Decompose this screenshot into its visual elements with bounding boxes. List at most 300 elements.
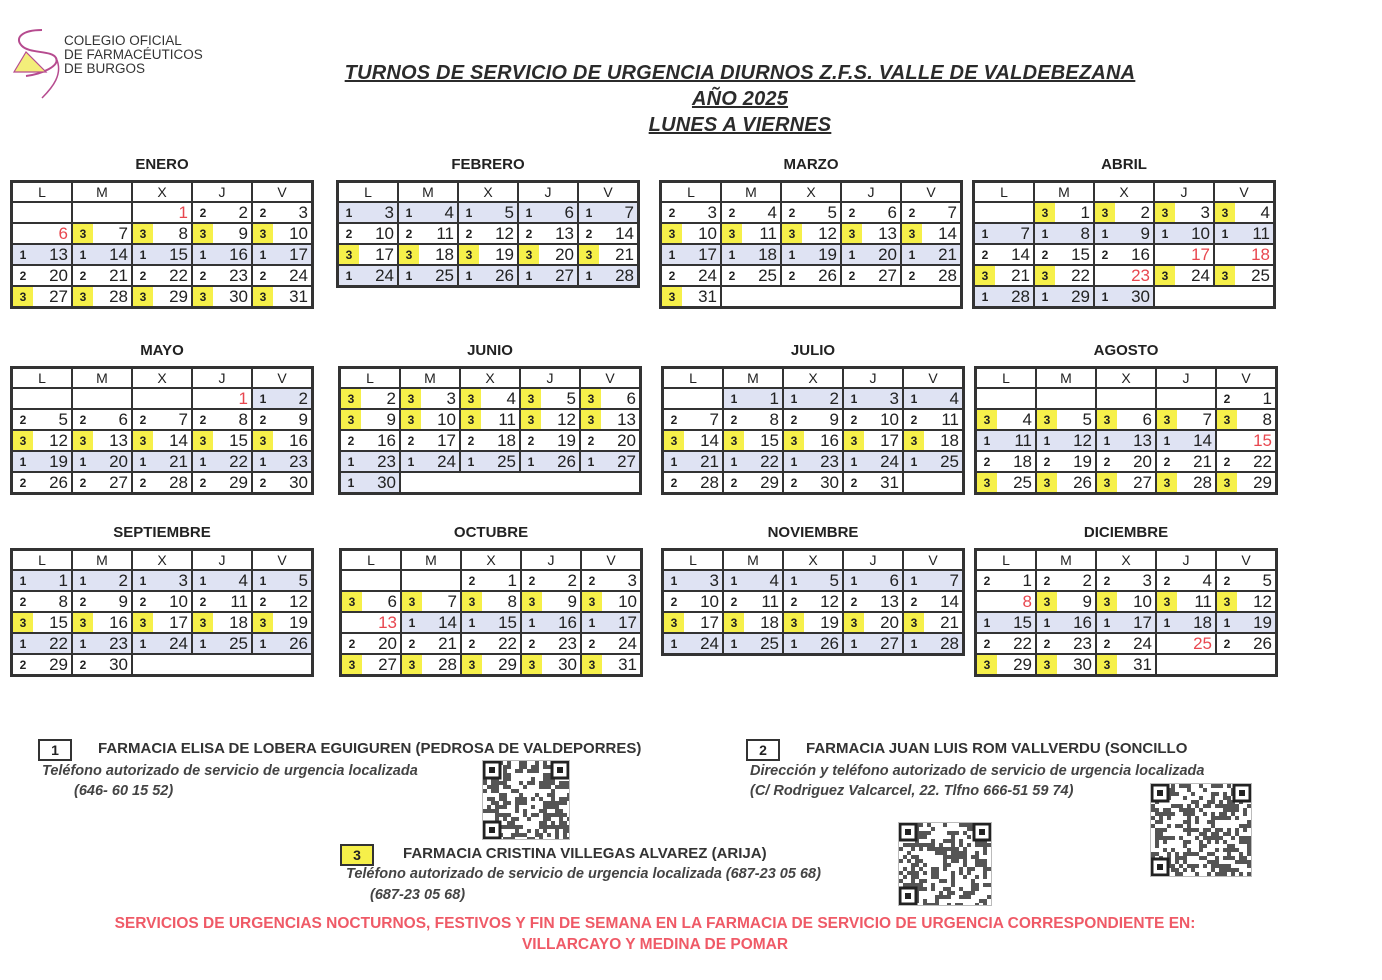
day-cell: [520, 451, 580, 472]
day-number: 3: [298, 202, 308, 222]
pharmacy-group-number: 2: [525, 226, 533, 241]
pharmacy-group-number: 1: [790, 454, 798, 469]
pharmacy-group-number: 3: [844, 431, 864, 450]
day-cell: [132, 409, 192, 430]
day-cell: [341, 633, 402, 654]
pharmacy-group-number: 2: [19, 412, 27, 427]
day-cell: [192, 202, 252, 223]
day-number: 2: [118, 570, 128, 590]
day-number: 4: [767, 202, 777, 222]
weekday-header: V: [578, 182, 639, 203]
pharmacy-group-number: 3: [784, 431, 804, 450]
day-cell: [1154, 244, 1214, 265]
pharmacy-group-number: 3: [253, 224, 273, 243]
weekday-header: J: [192, 550, 252, 571]
day-cell: [12, 591, 73, 612]
day-number: 10: [375, 223, 394, 243]
day-number: 4: [506, 388, 516, 408]
day-cell: [521, 633, 581, 654]
blank-cell: [1154, 286, 1214, 308]
pharmacy-group-number: 3: [13, 287, 33, 306]
day-number: 24: [1133, 633, 1152, 653]
pharmacy-group-number: 1: [588, 615, 596, 630]
day-cell: [72, 286, 132, 308]
pharmacy-group-number: 2: [1101, 247, 1109, 262]
day-number: 28: [1011, 286, 1030, 306]
day-number: 22: [49, 633, 68, 653]
day-cell: [341, 612, 402, 633]
pharmacy-group-number: 1: [790, 573, 798, 588]
month-name: ABRIL: [1101, 156, 1147, 173]
day-cell: [1094, 202, 1154, 223]
qr-code-2-icon[interactable]: [1150, 783, 1252, 877]
day-cell: [521, 654, 581, 676]
qr-code-1-icon[interactable]: [482, 760, 570, 840]
day-number: 15: [169, 244, 188, 264]
pharmacy-group-number: 1: [259, 391, 267, 406]
pharmacy-group-number: 1: [1221, 226, 1229, 241]
pharmacy-group-number: 2: [983, 573, 991, 588]
day-number: 8: [1262, 409, 1272, 429]
day-number: 4: [1260, 202, 1270, 222]
pharmacy-group-number: 1: [1041, 289, 1049, 304]
day-number: 28: [940, 633, 959, 653]
day-cell: [1036, 409, 1096, 430]
day-number: 25: [940, 451, 959, 471]
day-cell: [400, 409, 460, 430]
day-number: 12: [49, 430, 68, 450]
pharmacy-group-number: 3: [399, 245, 419, 264]
day-cell: [518, 223, 578, 244]
pharmacy-group-number: 1: [585, 268, 593, 283]
pharmacy-group-number: 1: [465, 205, 473, 220]
pharmacy-group-number: 1: [730, 391, 738, 406]
day-cell: [518, 265, 578, 287]
day-cell: [903, 388, 964, 409]
day-cell: [723, 633, 783, 655]
footer-line-2: VILLARCAYO Y MEDINA DE POMAR: [521, 936, 789, 953]
day-number: 3: [1142, 570, 1152, 590]
pharmacy-group-number: 2: [405, 226, 413, 241]
pharmacy-group-number: 2: [850, 594, 858, 609]
day-cell: [458, 265, 518, 287]
day-number: 25: [1013, 472, 1032, 492]
day-cell: [723, 409, 783, 430]
day-number: 3: [709, 570, 719, 590]
day-cell: [521, 570, 581, 591]
day-cell: [461, 612, 521, 633]
pharmacy-group-number: 3: [1097, 410, 1117, 429]
pharmacy-group-number: 3: [73, 431, 93, 450]
day-number: 30: [377, 472, 396, 492]
pharmacy-group-number: 2: [468, 636, 476, 651]
day-number: 19: [1073, 451, 1092, 471]
pharmacy-group-number: 2: [588, 573, 596, 588]
day-cell: [1034, 202, 1094, 223]
weekday-header: V: [252, 550, 313, 571]
pharmacy-group-number: 2: [79, 594, 87, 609]
day-cell: [401, 633, 461, 654]
pharmacy-group-number: 3: [133, 224, 153, 243]
pharmacy-group-number: 3: [402, 592, 422, 611]
pharmacy-group-number: 1: [347, 475, 355, 490]
day-number: 25: [1251, 265, 1270, 285]
pharmacy-group-number: 1: [407, 454, 415, 469]
pharmacy-group-number: 2: [668, 268, 676, 283]
day-cell: [458, 223, 518, 244]
pharmacy-group-number: 3: [253, 613, 273, 632]
logo-line-1: COLEGIO OFICIAL: [64, 33, 182, 48]
day-cell: [340, 472, 401, 494]
day-cell: [132, 591, 192, 612]
day-number: 14: [1193, 430, 1212, 450]
day-number: 25: [758, 265, 777, 285]
pharmacy-group-number: 1: [79, 636, 87, 651]
pharmacy-group-number: 3: [341, 389, 361, 408]
day-cell: [723, 388, 783, 409]
day-number: 31: [1133, 654, 1152, 674]
weekday-header: M: [723, 368, 783, 389]
day-cell: [974, 244, 1035, 265]
pharmacy-group-number: 1: [259, 247, 267, 262]
pharmacy-group-number: 1: [1041, 226, 1049, 241]
day-cell: [1036, 570, 1096, 591]
day-cell: [461, 633, 521, 654]
blank-cell: [192, 654, 252, 676]
blank-cell: [400, 472, 460, 494]
day-cell: [843, 612, 903, 633]
day-number: 2: [1082, 570, 1092, 590]
day-cell: [252, 472, 313, 494]
pharmacy-group-number: 3: [459, 245, 479, 264]
day-cell: [132, 244, 192, 265]
day-cell: [783, 612, 843, 633]
weekday-header: M: [1036, 550, 1096, 571]
pharmacy-group-number: 3: [402, 655, 422, 674]
day-cell: [460, 430, 520, 451]
pharmacy-group-number: 2: [588, 636, 596, 651]
weekday-header: J: [192, 182, 252, 203]
day-cell: [1154, 265, 1214, 286]
day-cell: [520, 409, 580, 430]
day-number: 18: [758, 244, 777, 264]
pharmacy-group-number: 3: [462, 592, 482, 611]
day-cell: [1034, 265, 1094, 286]
day-cell: [901, 202, 962, 223]
day-number: 22: [1071, 265, 1090, 285]
day-number: 28: [169, 472, 188, 492]
qr-code-3-icon[interactable]: [898, 822, 992, 906]
month-agosto: [974, 342, 1278, 495]
pharmacy-group-number: 2: [199, 475, 207, 490]
pharmacy-group-number: 1: [981, 289, 989, 304]
day-number: 22: [498, 633, 517, 653]
weekday-header: V: [252, 368, 313, 389]
weekday-header: J: [1156, 550, 1216, 571]
day-cell: [661, 223, 722, 244]
day-cell: [1216, 388, 1277, 409]
pharmacy-group-number: 2: [910, 594, 918, 609]
day-cell: [903, 430, 964, 451]
day-number: 26: [495, 265, 514, 285]
day-number: 27: [378, 654, 397, 674]
pharmacy-group-number: 3: [519, 245, 539, 264]
pharmacy-group-number: 2: [788, 205, 796, 220]
pharmacy-group-number: 1: [730, 636, 738, 651]
pharmacy-group-number: 2: [585, 226, 593, 241]
pharmacy-group-number: 3: [844, 613, 864, 632]
weekday-header: L: [341, 550, 402, 571]
pharmacy-group-number: 2: [79, 412, 87, 427]
day-number: 21: [700, 451, 719, 471]
day-number: 31: [618, 654, 637, 674]
weekday-header: X: [1096, 368, 1156, 389]
pharmacy-group-number: 3: [1095, 203, 1115, 222]
day-number: 11: [941, 409, 959, 429]
day-number: 19: [557, 430, 576, 450]
month-diciembre: [974, 524, 1278, 677]
weekday-header: X: [781, 182, 841, 203]
day-number: 21: [1193, 451, 1212, 471]
pharmacy-group-number: 2: [528, 573, 536, 588]
pharmacy-group-number: 2: [348, 636, 356, 651]
day-cell: [252, 202, 313, 223]
day-cell: [1096, 591, 1156, 612]
day-cell: [901, 244, 962, 265]
month-name: NOVIEMBRE: [767, 524, 859, 541]
pharmacy-group-number: 1: [730, 454, 738, 469]
pharmacy-group-number: 2: [983, 454, 991, 469]
page-subtitle: LUNES A VIERNES: [648, 114, 832, 136]
day-cell: [72, 451, 132, 472]
day-number: 12: [818, 223, 837, 243]
pharmacy-group-number: 1: [79, 454, 87, 469]
day-cell: [192, 570, 252, 591]
day-number: 22: [229, 451, 248, 471]
day-number: 23: [109, 633, 128, 653]
day-number: 28: [438, 654, 457, 674]
month-name: FEBRERO: [451, 156, 525, 173]
pharmacy-group-number: 3: [521, 389, 541, 408]
holiday-day-number: 1: [238, 388, 248, 408]
month-table: [661, 548, 965, 656]
day-cell: [252, 244, 313, 265]
day-cell: [903, 451, 964, 472]
day-number: 22: [1253, 451, 1272, 471]
day-cell: [338, 202, 399, 223]
day-cell: [976, 591, 1037, 612]
pharmacy-group-number: 3: [73, 613, 93, 632]
month-table: [10, 180, 314, 309]
day-number: 10: [289, 223, 308, 243]
day-cell: [12, 451, 73, 472]
day-number: 9: [829, 409, 839, 429]
day-number: 7: [709, 409, 719, 429]
pharmacy-group-number: 1: [1163, 433, 1171, 448]
pharmacy-group-number: 2: [199, 594, 207, 609]
pharmacy-group-number: 1: [468, 615, 476, 630]
day-cell: [1036, 633, 1096, 654]
weekday-header: M: [721, 182, 781, 203]
day-number: 14: [615, 223, 634, 243]
day-cell: [252, 430, 313, 451]
day-cell: [132, 223, 192, 244]
holiday-day-number: 23: [1131, 265, 1150, 285]
day-number: 3: [707, 202, 717, 222]
day-cell: [903, 633, 964, 655]
day-number: 30: [109, 654, 128, 674]
day-cell: [252, 591, 313, 612]
day-number: 27: [880, 633, 899, 653]
month-name: DICIEMBRE: [1083, 524, 1169, 541]
day-cell: [400, 430, 460, 451]
day-cell: [132, 633, 192, 654]
pharmacy-group-number: 1: [467, 454, 475, 469]
day-cell: [12, 472, 73, 494]
empty-day-cell: [1096, 388, 1156, 409]
day-number: 7: [1020, 223, 1030, 243]
day-number: 30: [289, 472, 308, 492]
day-number: 3: [1200, 202, 1210, 222]
weekday-header: M: [400, 368, 460, 389]
day-cell: [1096, 430, 1156, 451]
pharmacy-group-number: 2: [1223, 573, 1231, 588]
day-cell: [12, 223, 73, 244]
month-table: [974, 366, 1278, 495]
pharmacy-group-number: 3: [1155, 203, 1175, 222]
day-cell: [843, 472, 903, 494]
pharmacy-group-number: 1: [259, 573, 267, 588]
day-cell: [252, 409, 313, 430]
day-cell: [581, 612, 642, 633]
day-number: 15: [498, 612, 517, 632]
pharmacy-group-number: 1: [983, 433, 991, 448]
day-number: 5: [1082, 409, 1092, 429]
day-number: 5: [1262, 570, 1272, 590]
day-cell: [341, 591, 402, 612]
pharmacy-group-number: 1: [587, 454, 595, 469]
pharmacy-group-number: 1: [910, 454, 918, 469]
day-cell: [132, 612, 192, 633]
day-cell: [72, 633, 132, 654]
weekday-header: M: [1036, 368, 1096, 389]
blank-cell: [460, 472, 520, 494]
day-number: 27: [49, 286, 68, 306]
day-number: 13: [555, 223, 574, 243]
day-cell: [521, 612, 581, 633]
day-number: 8: [238, 409, 248, 429]
pharmacy-group-number: 3: [1217, 592, 1237, 611]
weekday-header: J: [518, 182, 578, 203]
day-cell: [581, 570, 642, 591]
day-number: 18: [1193, 612, 1212, 632]
day-cell: [1034, 223, 1094, 244]
day-number: 1: [1022, 570, 1032, 590]
day-number: 19: [1253, 612, 1272, 632]
day-number: 7: [947, 202, 957, 222]
pharmacy-1-phone: (646- 60 15 52): [74, 783, 174, 799]
weekday-header: L: [663, 368, 724, 389]
month-table: [10, 366, 314, 495]
pharmacy-group-number: 1: [525, 268, 533, 283]
pharmacy-group-number: 1: [408, 615, 416, 630]
day-cell: [340, 388, 401, 409]
footer-line-1: SERVICIOS DE URGENCIAS NOCTURNOS, FESTIVOS Y FIN DE SEMANA EN LA FARMACIA DE SERVICIO DE URGENCIA CORRESPONDIENTE EN:: [114, 915, 1196, 932]
day-number: 7: [447, 591, 457, 611]
blank-cell: [721, 286, 781, 308]
day-cell: [72, 612, 132, 633]
day-cell: [12, 409, 73, 430]
day-number: 2: [567, 570, 577, 590]
empty-day-cell: [663, 388, 724, 409]
day-cell: [458, 202, 518, 223]
pharmacy-group-number: 3: [975, 266, 995, 285]
day-cell: [1096, 633, 1156, 654]
empty-day-cell: [132, 388, 192, 409]
day-cell: [1034, 286, 1094, 308]
day-number: 6: [118, 409, 128, 429]
day-number: 17: [169, 612, 188, 632]
day-number: 5: [58, 409, 68, 429]
weekday-header: M: [72, 550, 132, 571]
day-cell: [252, 388, 313, 409]
day-cell: [132, 430, 192, 451]
day-cell: [400, 388, 460, 409]
pharmacy-group-number: 2: [407, 433, 415, 448]
empty-day-cell: [401, 570, 461, 591]
day-number: 24: [698, 265, 717, 285]
day-cell: [1156, 633, 1216, 654]
day-cell: [783, 472, 843, 494]
day-cell: [398, 223, 458, 244]
pharmacy-group-number: 3: [1097, 592, 1117, 611]
pharmacy-group-number: 1: [259, 636, 267, 651]
weekday-header: X: [132, 550, 192, 571]
day-cell: [843, 451, 903, 472]
day-cell: [976, 472, 1037, 494]
day-number: 15: [1013, 612, 1032, 632]
day-cell: [783, 451, 843, 472]
month-name: ENERO: [135, 156, 189, 173]
pharmacy-group-number: 1: [1163, 615, 1171, 630]
pharmacy-group-number: 2: [19, 657, 27, 672]
pharmacy-group-number: 2: [788, 268, 796, 283]
pharmacy-group-number: 1: [850, 391, 858, 406]
day-cell: [663, 591, 724, 612]
pharmacy-group-number: 2: [1223, 454, 1231, 469]
day-cell: [1036, 430, 1096, 451]
pharmacy-group-number: 1: [728, 247, 736, 262]
pharmacy-group-number: 1: [1103, 615, 1111, 630]
month-junio: [338, 342, 642, 495]
day-cell: [1216, 591, 1277, 612]
blank-cell: [520, 472, 580, 494]
pharmacy-2-name: FARMACIA JUAN LUIS ROM VALLVERDU (SONCILLO: [806, 740, 1188, 757]
day-number: 18: [435, 244, 454, 264]
month-table: [659, 180, 963, 309]
day-number: 10: [1191, 223, 1210, 243]
pharmacy-group-number: 2: [465, 226, 473, 241]
day-cell: [663, 472, 724, 494]
pharmacy-group-number: 2: [668, 205, 676, 220]
day-cell: [192, 430, 252, 451]
day-number: 19: [820, 612, 839, 632]
day-cell: [901, 265, 962, 286]
day-number: 26: [818, 265, 837, 285]
day-cell: [578, 265, 639, 287]
day-cell: [132, 265, 192, 286]
day-cell: [12, 612, 73, 633]
